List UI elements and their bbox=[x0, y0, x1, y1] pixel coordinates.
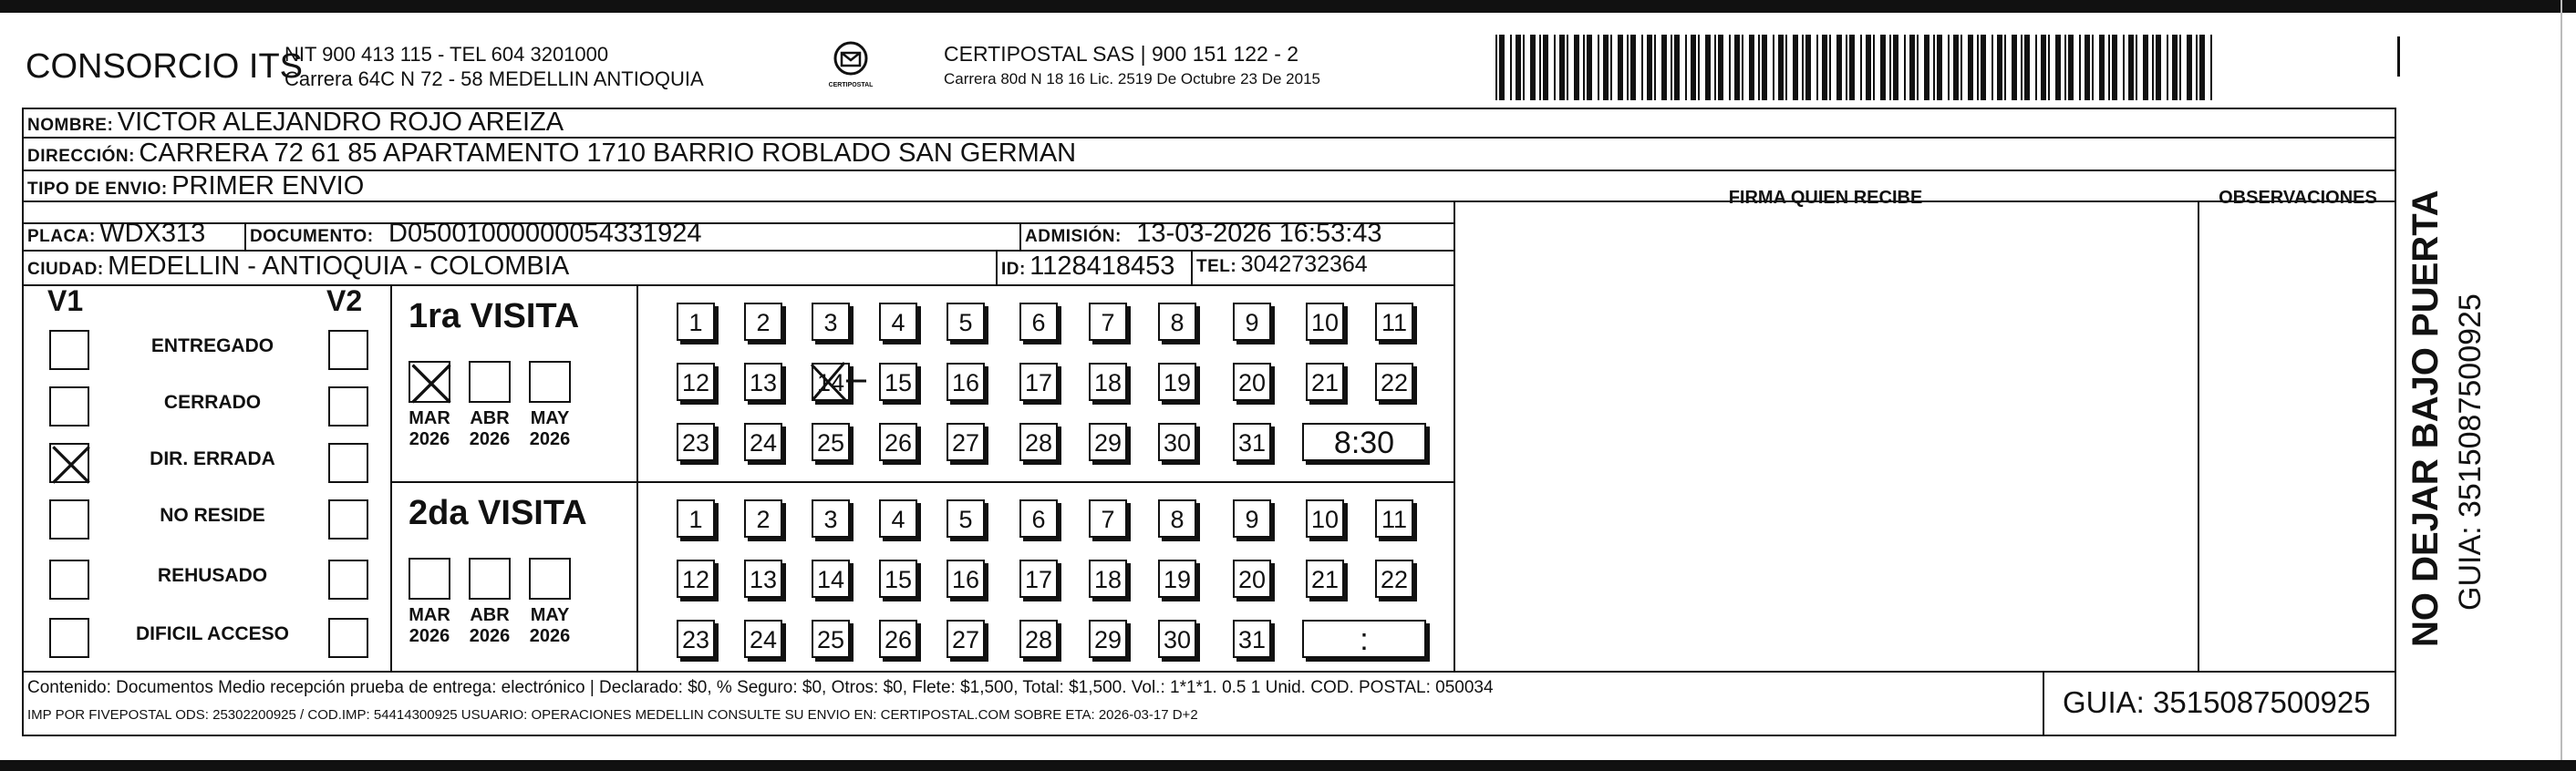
company-nit: NIT 900 413 115 - TEL 604 3201000 bbox=[284, 43, 609, 66]
barcode-bar bbox=[2004, 35, 2006, 100]
v2-checkbox[interactable] bbox=[328, 618, 368, 658]
barcode-bar bbox=[1583, 35, 1585, 100]
visit-time[interactable]: : bbox=[1302, 620, 1426, 658]
day-box[interactable]: 27 bbox=[947, 620, 985, 658]
barcode-bar bbox=[2167, 35, 2168, 100]
company-info bbox=[284, 42, 704, 91]
day-box[interactable]: 13 bbox=[744, 363, 782, 401]
day-box[interactable]: 12 bbox=[677, 560, 715, 598]
barcode-bar bbox=[1671, 35, 1672, 100]
day-box[interactable]: 10 bbox=[1306, 303, 1344, 341]
day-box[interactable]: 1 bbox=[677, 303, 715, 341]
day-box[interactable]: 5 bbox=[947, 303, 985, 341]
day-box[interactable]: 21 bbox=[1306, 560, 1344, 598]
barcode-bar bbox=[1873, 35, 1875, 100]
day-box[interactable]: 20 bbox=[1233, 363, 1271, 401]
ciudad-value: MEDELLIN - ANTIOQUIA - COLOMBIA bbox=[108, 252, 570, 281]
barcode-bar bbox=[2172, 35, 2178, 100]
day-box[interactable]: 8 bbox=[1158, 499, 1196, 538]
barcode-bar bbox=[1981, 35, 1986, 100]
barcode-bar bbox=[2156, 35, 2161, 100]
day-marked-icon bbox=[806, 357, 870, 406]
barcode-bar bbox=[2041, 35, 2046, 100]
barcode-bar bbox=[1705, 35, 1711, 100]
day-box[interactable]: 22 bbox=[1375, 560, 1413, 598]
barcode-bar bbox=[1587, 35, 1592, 100]
day-box[interactable]: 13 bbox=[744, 560, 782, 598]
col-divider-firma bbox=[1454, 200, 1455, 671]
v1-checkbox[interactable] bbox=[49, 330, 89, 370]
day-box[interactable]: 4 bbox=[879, 499, 917, 538]
v2-checkbox[interactable] bbox=[328, 443, 368, 483]
day-box[interactable]: 16 bbox=[947, 363, 985, 401]
day-box[interactable]: 19 bbox=[1158, 363, 1196, 401]
barcode-bar bbox=[2064, 35, 2066, 100]
v1-checkbox-checked[interactable] bbox=[49, 443, 89, 483]
day-box[interactable]: 4 bbox=[879, 303, 917, 341]
day-box[interactable]: 14 bbox=[812, 363, 850, 401]
day-box[interactable]: 17 bbox=[1019, 363, 1058, 401]
month-name: MAY bbox=[530, 408, 570, 428]
barcode-bar bbox=[1714, 35, 1716, 100]
v2-checkbox[interactable] bbox=[328, 330, 368, 370]
month-checkbox[interactable] bbox=[409, 361, 450, 403]
status-label: NO RESIDE bbox=[160, 505, 265, 526]
status-label: CERRADO bbox=[163, 392, 262, 413]
month-label bbox=[524, 408, 575, 450]
barcode-bar bbox=[1924, 35, 1929, 100]
barcode-bar bbox=[1685, 35, 1687, 100]
day-box[interactable]: 14 bbox=[812, 560, 850, 598]
side-warning bbox=[2405, 128, 2453, 647]
barcode-bar bbox=[1977, 35, 1979, 100]
v2-checkbox[interactable] bbox=[328, 386, 368, 427]
placa-label: PLACA: bbox=[27, 227, 96, 246]
barcode-bar bbox=[2152, 35, 2154, 100]
day-box[interactable]: 8 bbox=[1158, 303, 1196, 341]
barcode-bar bbox=[2035, 35, 2037, 100]
certipostal-info bbox=[944, 42, 1320, 91]
month-label bbox=[404, 408, 455, 450]
top-border bbox=[0, 0, 2576, 13]
barcode-bar bbox=[2085, 35, 2090, 100]
day-box[interactable]: 7 bbox=[1089, 499, 1127, 538]
barcode-bar bbox=[1543, 35, 1548, 100]
barcode-bar bbox=[1805, 35, 1811, 100]
day-box[interactable]: 28 bbox=[1019, 423, 1058, 461]
barcode-bar bbox=[1729, 35, 1731, 100]
ciudad-label: CIUDAD: bbox=[27, 260, 104, 279]
barcode-bar bbox=[1829, 35, 1831, 100]
documento-label: DOCUMENTO: bbox=[250, 227, 374, 246]
day-box[interactable]: 18 bbox=[1089, 363, 1127, 401]
barcode-bar bbox=[1778, 35, 1784, 100]
barcode-bar bbox=[1495, 35, 1497, 100]
visit-time[interactable]: 8:30 bbox=[1302, 423, 1426, 461]
barcode-bar bbox=[1654, 35, 1656, 100]
barcode-bar bbox=[1530, 35, 1536, 100]
barcode-bar bbox=[2199, 35, 2205, 100]
month-label bbox=[464, 605, 515, 647]
day-box[interactable]: 26 bbox=[879, 423, 917, 461]
footer-print-info: IMP POR FIVEPOSTAL ODS: 25302200925 / COD.IMP: 54414300925 USUARIO: OPERACIONES MEDELLIN CONSULTE SU ENVIO EN: CERTIPOSTAL.COM SOBRE ETA: 2026-03-17 D+2 bbox=[27, 707, 1198, 723]
barcode-bar bbox=[1968, 35, 1973, 100]
barcode-bar bbox=[1860, 35, 1862, 100]
status-label: ENTREGADO bbox=[150, 335, 274, 356]
barcode-bar bbox=[2012, 35, 2017, 100]
nombre-row bbox=[27, 108, 564, 138]
day-box[interactable]: 29 bbox=[1089, 620, 1127, 658]
barcode-bar bbox=[1630, 35, 1636, 100]
month-year: 2026 bbox=[529, 626, 571, 646]
barcode-bar bbox=[1866, 35, 1871, 100]
month-year: 2026 bbox=[529, 429, 571, 449]
barcode-bar bbox=[1567, 35, 1568, 100]
day-box[interactable]: 21 bbox=[1306, 363, 1344, 401]
footer-divider bbox=[22, 671, 2396, 673]
cell-divider bbox=[996, 250, 998, 284]
day-box[interactable]: 27 bbox=[947, 423, 985, 461]
day-box[interactable]: 31 bbox=[1233, 620, 1271, 658]
barcode-bar bbox=[2048, 35, 2050, 100]
day-box[interactable]: 22 bbox=[1375, 363, 1413, 401]
barcode-bar bbox=[1893, 35, 1898, 100]
month-name: MAY bbox=[530, 605, 570, 625]
barcode-bar bbox=[1960, 35, 1962, 100]
barcode-bar bbox=[1691, 35, 1696, 100]
day-box[interactable]: 23 bbox=[677, 620, 715, 658]
month-name: ABR bbox=[470, 605, 510, 625]
placa-value: WDX313 bbox=[99, 219, 206, 248]
day-box[interactable]: 30 bbox=[1158, 423, 1196, 461]
barcode-bar bbox=[1802, 35, 1804, 100]
barcode-bar bbox=[1499, 35, 1505, 100]
month-checkbox[interactable] bbox=[529, 558, 571, 600]
barcode-bar bbox=[2021, 35, 2023, 100]
barcode-bar bbox=[2112, 35, 2117, 100]
barcode-bar bbox=[2187, 35, 2192, 100]
month-checkbox[interactable] bbox=[529, 361, 571, 403]
day-box[interactable]: 6 bbox=[1019, 303, 1058, 341]
barcode-bar bbox=[1674, 35, 1680, 100]
day-box[interactable]: 26 bbox=[879, 620, 917, 658]
v1-checkbox[interactable] bbox=[49, 499, 89, 540]
day-box[interactable]: 31 bbox=[1233, 423, 1271, 461]
month-year: 2026 bbox=[409, 626, 450, 646]
day-box[interactable]: 29 bbox=[1089, 423, 1127, 461]
direccion-value: CARRERA 72 61 85 APARTAMENTO 1710 BARRIO ROBLADO SAN GERMAN bbox=[139, 139, 1077, 168]
ciudad-cell bbox=[27, 252, 569, 282]
visit-title: 2da VISITA bbox=[409, 494, 587, 532]
cell-divider bbox=[1019, 222, 1021, 250]
logo-caption: CERTIPOSTAL bbox=[828, 82, 874, 88]
day-box[interactable]: 2 bbox=[744, 499, 782, 538]
day-box[interactable]: 20 bbox=[1233, 560, 1271, 598]
barcode-bar bbox=[1948, 35, 1950, 100]
barcode-bar bbox=[1603, 35, 1609, 100]
day-box[interactable]: 25 bbox=[812, 423, 850, 461]
status-label: REHUSADO bbox=[157, 565, 268, 586]
day-box[interactable]: 12 bbox=[677, 363, 715, 401]
scan-edge bbox=[2560, 0, 2562, 771]
barcode-bar bbox=[1698, 35, 1700, 100]
month-checkbox[interactable] bbox=[469, 558, 511, 600]
company-name: CONSORCIO ITS bbox=[26, 47, 304, 86]
day-box[interactable]: 1 bbox=[677, 499, 715, 538]
barcode-bar bbox=[1554, 35, 1556, 100]
barcode-bar bbox=[1917, 35, 1919, 100]
tipo-value: PRIMER ENVIO bbox=[171, 171, 365, 200]
barcode-bar bbox=[1793, 35, 1798, 100]
v1-checkbox[interactable] bbox=[49, 386, 89, 427]
barcode-bar bbox=[1618, 35, 1623, 100]
day-box[interactable]: 9 bbox=[1233, 303, 1271, 341]
month-year: 2026 bbox=[409, 429, 450, 449]
barcode-bar bbox=[1574, 35, 1579, 100]
day-box[interactable]: 24 bbox=[744, 620, 782, 658]
direccion-label: DIRECCIÓN: bbox=[27, 147, 135, 166]
footer-content: Contenido: Documentos Medio recepción prueba de entrega: electrónico | Declarado: $0, % Seguro: $0, Otros: $0, Flete: $1,500, Total: $1,500. Vol.: 1*1*1. 0.5 1 Unid. COD. POSTAL: 050034 bbox=[27, 678, 1494, 697]
col-divider-obs bbox=[2198, 200, 2199, 671]
barcode-bar bbox=[2143, 35, 2148, 100]
barcode-bar bbox=[1523, 35, 1525, 100]
barcode-bar bbox=[2079, 35, 2081, 100]
tel-value: 3042732364 bbox=[1240, 252, 1368, 277]
tel-cell bbox=[1196, 252, 1368, 278]
day-box[interactable]: 7 bbox=[1089, 303, 1127, 341]
barcode-bar bbox=[1749, 35, 1754, 100]
barcode-bar bbox=[1816, 35, 1818, 100]
firma-header: FIRMA QUIEN RECIBE bbox=[1728, 188, 1923, 208]
corner-mark bbox=[2397, 36, 2400, 77]
day-box[interactable]: 6 bbox=[1019, 499, 1058, 538]
day-box[interactable]: 3 bbox=[812, 303, 850, 341]
row-divider bbox=[22, 284, 1454, 286]
tracking-barcode bbox=[1495, 35, 2216, 100]
day-box[interactable]: 3 bbox=[812, 499, 850, 538]
status-label: DIFICIL ACCESO bbox=[135, 623, 289, 644]
tipo-row bbox=[27, 171, 364, 201]
barcode-bar bbox=[2123, 35, 2125, 100]
cell-divider bbox=[390, 284, 392, 671]
v1-checkbox[interactable] bbox=[49, 560, 89, 600]
documento-cell bbox=[250, 219, 702, 249]
barcode-bar bbox=[2092, 35, 2094, 100]
barcode-bar bbox=[1734, 35, 1740, 100]
day-box[interactable]: 30 bbox=[1158, 620, 1196, 658]
day-box[interactable]: 17 bbox=[1019, 560, 1058, 598]
barcode-bar bbox=[1718, 35, 1723, 100]
company-address: Carrera 64C N 72 - 58 MEDELLIN ANTIOQUIA bbox=[284, 67, 704, 90]
day-box[interactable]: 9 bbox=[1233, 499, 1271, 538]
admision-label: ADMISIÓN: bbox=[1025, 227, 1122, 246]
admision-cell bbox=[1025, 219, 1382, 249]
day-box[interactable]: 19 bbox=[1158, 560, 1196, 598]
tel-label: TEL: bbox=[1196, 257, 1237, 276]
day-box[interactable]: 10 bbox=[1306, 499, 1344, 538]
cell-divider bbox=[1191, 250, 1193, 284]
bottom-border bbox=[0, 760, 2576, 771]
barcode-bar bbox=[1627, 35, 1629, 100]
barcode-bar bbox=[2024, 35, 2030, 100]
barcode-bar bbox=[1909, 35, 1915, 100]
barcode-bar bbox=[1516, 35, 1521, 100]
barcode-bar bbox=[2128, 35, 2134, 100]
certipostal-logo bbox=[823, 38, 878, 97]
barcode-bar bbox=[1997, 35, 2002, 100]
placa-cell bbox=[27, 219, 205, 249]
month-checkbox[interactable] bbox=[409, 558, 450, 600]
barcode-bar bbox=[1785, 35, 1787, 100]
barcode-bar bbox=[1647, 35, 1652, 100]
barcode-bar bbox=[1822, 35, 1827, 100]
id-cell bbox=[1001, 252, 1174, 282]
day-box[interactable]: 18 bbox=[1089, 560, 1127, 598]
barcode-bar bbox=[1904, 35, 1906, 100]
month-year: 2026 bbox=[469, 626, 511, 646]
id-label: ID: bbox=[1001, 260, 1026, 279]
barcode-bar bbox=[1610, 35, 1612, 100]
day-box[interactable]: 23 bbox=[677, 423, 715, 461]
documento-value: D05001000000054331924 bbox=[388, 219, 702, 248]
day-box[interactable]: 24 bbox=[744, 423, 782, 461]
barcode-bar bbox=[1836, 35, 1842, 100]
day-box[interactable]: 2 bbox=[744, 303, 782, 341]
month-year: 2026 bbox=[469, 429, 511, 449]
barcode-bar bbox=[2196, 35, 2198, 100]
cell-divider bbox=[2043, 671, 2044, 736]
barcode-bar bbox=[1889, 35, 1891, 100]
barcode-bar bbox=[1598, 35, 1599, 100]
month-name: MAR bbox=[409, 408, 450, 428]
observaciones-header: OBSERVACIONES bbox=[2219, 188, 2377, 208]
barcode-bar bbox=[1758, 35, 1760, 100]
day-box[interactable]: 28 bbox=[1019, 620, 1058, 658]
month-label bbox=[464, 408, 515, 450]
barcode-bar bbox=[1559, 35, 1565, 100]
barcode-bar bbox=[1742, 35, 1743, 100]
v2-checkbox[interactable] bbox=[328, 560, 368, 600]
barcode-bar bbox=[1953, 35, 1959, 100]
barcode-bar bbox=[1991, 35, 1993, 100]
barcode-bar bbox=[2099, 35, 2105, 100]
certipostal-nit: CERTIPOSTAL SAS | 900 151 122 - 2 bbox=[944, 42, 1299, 66]
v2-header: V2 bbox=[326, 284, 363, 317]
month-name: ABR bbox=[470, 408, 510, 428]
barcode-bar bbox=[2210, 35, 2212, 100]
day-box[interactable]: 5 bbox=[947, 499, 985, 538]
visit-title: 1ra VISITA bbox=[409, 297, 580, 335]
barcode-bar bbox=[1773, 35, 1774, 100]
barcode-bar bbox=[2108, 35, 2110, 100]
day-box[interactable]: 11 bbox=[1375, 499, 1413, 538]
barcode-bar bbox=[2179, 35, 2181, 100]
month-name: MAR bbox=[409, 605, 450, 625]
barcode-bar bbox=[1846, 35, 1847, 100]
month-label bbox=[404, 605, 455, 647]
side-guia-text: GUIA: 3515087500925 bbox=[2453, 293, 2488, 611]
no-dejar-text: NO DEJAR BAJO PUERTA bbox=[2405, 190, 2446, 647]
tipo-label: TIPO DE ENVIO: bbox=[27, 180, 168, 199]
nombre-label: NOMBRE: bbox=[27, 116, 114, 135]
barcode-bar bbox=[1661, 35, 1667, 100]
direccion-row bbox=[27, 139, 1076, 169]
month-label bbox=[524, 605, 575, 647]
day-box[interactable]: 15 bbox=[879, 560, 917, 598]
barcode-bar bbox=[1880, 35, 1886, 100]
v1-header: V1 bbox=[47, 284, 84, 317]
barcode-bar bbox=[1539, 35, 1541, 100]
v1-checkbox[interactable] bbox=[49, 618, 89, 658]
v2-checkbox[interactable] bbox=[328, 499, 368, 540]
day-box[interactable]: 15 bbox=[879, 363, 917, 401]
id-value: 1128418453 bbox=[1029, 252, 1175, 281]
barcode-bar bbox=[2136, 35, 2137, 100]
barcode-bar bbox=[1762, 35, 1767, 100]
barcode-bar bbox=[2068, 35, 2074, 100]
day-box[interactable]: 16 bbox=[947, 560, 985, 598]
status-label: DIR. ERRADA bbox=[150, 448, 275, 469]
barcode-bar bbox=[1937, 35, 1942, 100]
admision-value: 13-03-2026 16:53:43 bbox=[1136, 219, 1382, 248]
day-box[interactable]: 25 bbox=[812, 620, 850, 658]
row-divider bbox=[22, 170, 2396, 171]
visit-divider bbox=[390, 481, 1454, 483]
cell-divider bbox=[244, 222, 246, 250]
footer-guia: GUIA: 3515087500925 bbox=[2063, 685, 2371, 719]
barcode-bar bbox=[1849, 35, 1855, 100]
barcode-bar bbox=[2055, 35, 2061, 100]
cell-divider bbox=[636, 284, 638, 671]
barcode-bar bbox=[1510, 35, 1512, 100]
month-checkbox[interactable] bbox=[469, 361, 511, 403]
certipostal-license: Carrera 80d N 18 16 Lic. 2519 De Octubre 23 De 2015 bbox=[944, 70, 1320, 87]
barcode-bar bbox=[1933, 35, 1935, 100]
nombre-value: VICTOR ALEJANDRO ROJO AREIZA bbox=[117, 108, 564, 137]
day-box[interactable]: 11 bbox=[1375, 303, 1413, 341]
side-guia bbox=[2453, 128, 2493, 611]
barcode-bar bbox=[1641, 35, 1643, 100]
